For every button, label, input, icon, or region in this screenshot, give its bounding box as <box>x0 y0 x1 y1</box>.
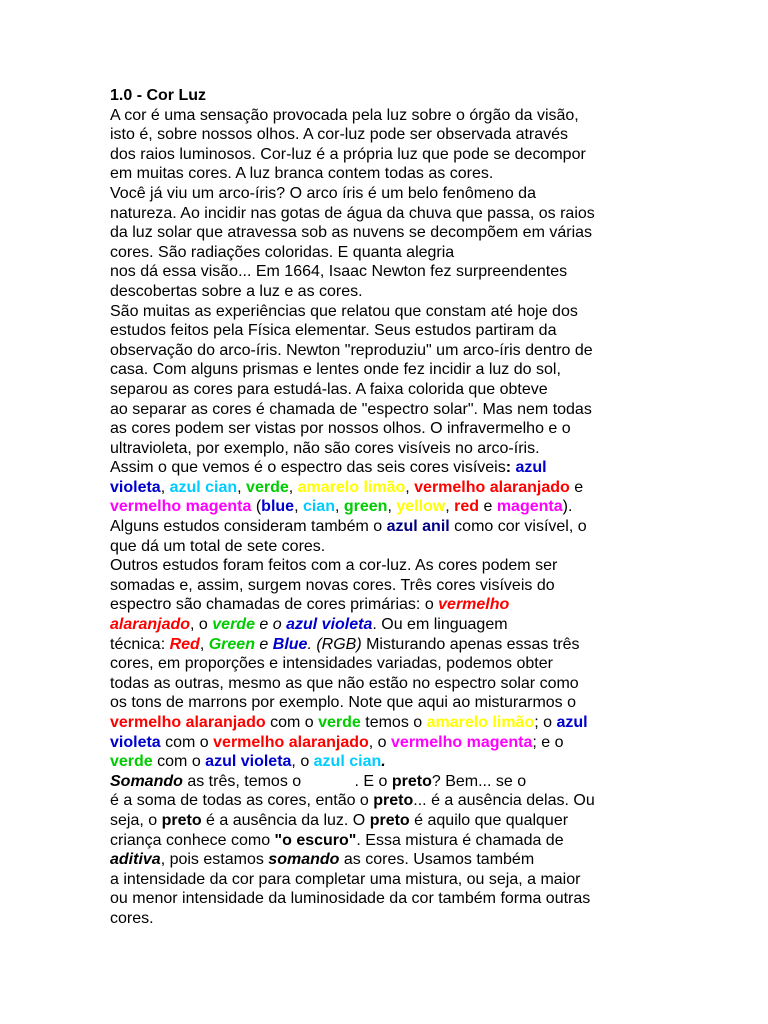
color-word-red: vermelho alaranjado <box>414 478 570 496</box>
text-line <box>110 909 670 929</box>
color-word-green: green <box>343 498 388 516</box>
color-word-green: Green <box>208 635 255 653</box>
color-word-red: red <box>454 498 480 516</box>
text-line <box>110 733 670 753</box>
text-run: estudos feitos pela Física elementar. Seus estudos partiram da <box>110 322 557 340</box>
text-run: com o <box>160 733 214 751</box>
text-run: ; e o <box>532 733 564 751</box>
text-line <box>110 145 670 165</box>
text-line <box>110 204 670 224</box>
text-line <box>110 243 670 263</box>
text-run: São muitas as experiências que relatou que constam até hoje dos <box>110 302 578 320</box>
text-run: dos raios luminosos. Cor-luz é a própria luz que pode se decompor <box>110 145 586 163</box>
text-run: Somando <box>110 772 183 790</box>
text-line <box>110 419 670 439</box>
color-word-magenta: vermelho magenta <box>391 733 533 751</box>
text-run: natureza. Ao incidir nas gotas de água da chuva que passa, os raios <box>110 204 595 222</box>
color-word-blue: azul <box>515 459 547 477</box>
text-run: e <box>569 478 584 496</box>
color-word-green: verde <box>246 478 289 496</box>
text-run: ( <box>251 498 262 516</box>
text-line <box>110 870 670 890</box>
text-run: , <box>160 478 170 496</box>
text-run: aditiva <box>110 851 161 869</box>
text-run: , <box>405 478 415 496</box>
text-run: e <box>254 635 273 653</box>
text-run: , <box>199 635 209 653</box>
text-line <box>110 517 670 537</box>
text-run: descobertas sobre a luz e as cores. <box>110 282 363 300</box>
text-line <box>110 106 670 126</box>
text-run: com o <box>265 714 319 731</box>
text-run: temos o <box>360 714 427 731</box>
text-run: ... é a ausência delas. Ou <box>413 792 595 810</box>
text-line <box>110 674 670 694</box>
color-word-red: alaranjado <box>110 616 191 634</box>
text-run: ; o <box>534 714 557 731</box>
color-word-yellow: amarelo limão <box>426 714 535 731</box>
text-line <box>110 321 670 341</box>
text-line <box>110 478 670 498</box>
text-run: todas as outras, mesmo as que não estão no espectro solar como <box>110 674 579 692</box>
text-run: preto <box>369 811 410 829</box>
text-run: da luz solar que atravessa sob as nuvens se decompõem em várias <box>110 224 593 242</box>
color-word-cyan: azul cian <box>169 478 238 496</box>
text-run: as cores. Usamos também <box>339 851 535 869</box>
text-run: Outros estudos foram feitos com a cor-luz. As cores podem ser <box>110 557 558 575</box>
text-run: ). <box>562 498 573 516</box>
color-word-red: vermelho <box>438 596 510 614</box>
text-run: , <box>387 498 397 516</box>
text-line <box>110 458 670 478</box>
color-word-blue: azul violeta <box>205 753 292 771</box>
text-line <box>110 791 670 811</box>
text-run: cores. São radiações coloridas. E quanta alegria <box>110 243 455 261</box>
text-run: técnica: <box>110 635 170 653</box>
text-line <box>110 439 670 459</box>
color-word-green: verde <box>212 616 255 634</box>
text-line <box>110 497 670 517</box>
text-run: observação do arco-íris. Newton "reproduziu" um arco-íris dentro de <box>110 341 593 359</box>
text-run: e o <box>254 616 287 634</box>
text-line <box>110 164 670 184</box>
text-run: Alguns estudos consideram também o <box>110 518 387 536</box>
text-run: ultravioleta, por exemplo, não são cores visíveis no arco-íris. <box>110 439 540 457</box>
color-word-cyan: cian <box>302 498 335 516</box>
text-run: , <box>445 498 455 516</box>
text-run: separou as cores para estudá-las. A faixa colorida que obteve <box>110 380 548 398</box>
text-run: , <box>237 478 247 496</box>
color-word-red: Red <box>169 635 200 653</box>
text-line <box>110 262 670 282</box>
text-line <box>110 752 670 772</box>
text-run: criança conhece como <box>110 831 275 849</box>
text-run: preto <box>391 772 432 790</box>
text-line <box>110 537 670 557</box>
text-line <box>110 811 670 831</box>
text-run: espectro são chamadas de cores primárias: o <box>110 596 439 614</box>
text-run: preto <box>161 811 202 829</box>
text-run: preto <box>373 792 414 810</box>
text-run: a intensidade da cor para completar uma mistura, ou seja, a maior <box>110 870 581 888</box>
text-line <box>110 576 670 596</box>
text-run: , o <box>190 616 213 634</box>
text-run: ? Bem... se o <box>431 772 527 790</box>
document-body <box>110 86 670 929</box>
text-line <box>110 184 670 204</box>
text-line <box>110 125 670 145</box>
text-run: em muitas cores. A luz branca contem todas as cores. <box>110 165 494 183</box>
text-run: é a ausência da luz. O <box>201 811 370 829</box>
color-word-blue: azul violeta <box>286 616 373 634</box>
text-line <box>110 282 670 302</box>
color-word-navy: azul anil <box>386 518 450 536</box>
text-line <box>110 360 670 380</box>
text-line <box>110 772 670 792</box>
text-run: , o <box>291 753 314 771</box>
color-word-red: vermelho alaranjado <box>110 714 266 731</box>
text-run: "o escuro" <box>274 831 357 849</box>
text-run: com o <box>152 753 206 771</box>
text-run: , <box>334 498 344 516</box>
text-line <box>110 615 670 635</box>
text-line <box>110 556 670 576</box>
text-run: e <box>479 498 497 516</box>
color-word-blue: azul <box>556 714 588 731</box>
text-run: cores, em proporções e intensidades variadas, podemos obter <box>110 655 553 673</box>
text-run: ou menor intensidade da luminosidade da cor também forma outras <box>110 890 591 908</box>
text-run: 1.0 - Cor Luz <box>110 87 207 104</box>
text-run: isto é, sobre nossos olhos. A cor-luz pode ser observada através <box>110 126 569 144</box>
text-run: , o <box>368 733 392 751</box>
text-run: : <box>505 459 512 477</box>
color-word-yellow: amarelo limão <box>297 478 406 496</box>
text-run: . <box>381 753 386 771</box>
text-line <box>110 635 670 655</box>
text-run: como cor visível, o <box>449 518 587 536</box>
text-run: Misturando apenas essas três <box>361 635 580 653</box>
text-run: Você já viu um arco-íris? O arco íris é um belo fenômeno da <box>110 184 536 202</box>
text-run: os tons de marrons por exemplo. Note que aqui ao misturarmos o <box>110 694 577 712</box>
text-line <box>110 302 670 322</box>
color-word-yellow: yellow <box>396 498 446 516</box>
text-line <box>110 850 670 870</box>
color-word-blue: blue <box>261 498 295 516</box>
color-word-blue: violeta <box>110 478 161 496</box>
text-run: ao separar as cores é chamada de "espectro solar". Mas nem todas <box>110 400 592 418</box>
color-word-green: verde <box>318 714 361 731</box>
text-run: cores. <box>110 909 154 927</box>
text-line <box>110 595 670 615</box>
text-run: , pois estamos <box>160 851 269 869</box>
text-run: , <box>294 498 303 516</box>
text-line <box>110 380 670 400</box>
text-run: , <box>288 478 298 496</box>
text-line <box>110 889 670 909</box>
text-run: casa. Com alguns prismas e lentes onde fez incidir a luz do sol, <box>110 361 561 379</box>
text-run: . Essa mistura é chamada de <box>356 831 564 849</box>
text-line <box>110 654 670 674</box>
color-word-red: vermelho alaranjado <box>213 733 369 751</box>
color-word-blue: violeta <box>110 733 161 751</box>
text-line <box>110 223 670 243</box>
text-run: Assim o que vemos é o espectro das seis cores visíveis <box>110 459 506 477</box>
text-line <box>110 713 670 733</box>
text-run: . (RGB) <box>307 635 362 653</box>
text-run: A cor é uma sensação provocada pela luz sobre o órgão da visão, <box>110 106 579 124</box>
text-run: somadas e, assim, surgem novas cores. Três cores visíveis do <box>110 576 555 594</box>
text-run: é a soma de todas as cores, então o <box>110 792 374 810</box>
text-line <box>110 831 670 851</box>
text-run: as cores podem ser vistas por nossos olhos. O infravermelho e o <box>110 420 571 438</box>
text-run: nos dá essa visão... Em 1664, Isaac Newton fez surpreendentes <box>110 263 568 281</box>
color-word-blue: Blue <box>272 635 308 653</box>
text-run: . Ou em linguagem <box>372 616 508 634</box>
text-line <box>110 400 670 420</box>
text-run: é aquilo que qualquer <box>409 811 569 829</box>
color-word-cyan: azul cian <box>313 753 382 771</box>
text-run: que dá um total de sete cores. <box>110 537 326 555</box>
text-line <box>110 341 670 361</box>
text-run: somando <box>268 851 340 869</box>
color-word-magenta: vermelho magenta <box>110 498 252 516</box>
section-title <box>110 86 670 106</box>
color-word-magenta: magenta <box>496 498 563 516</box>
text-run: seja, o <box>110 811 162 829</box>
text-run: as três, temos o . E o <box>182 772 392 790</box>
color-word-green: verde <box>110 753 153 771</box>
text-line <box>110 693 670 713</box>
